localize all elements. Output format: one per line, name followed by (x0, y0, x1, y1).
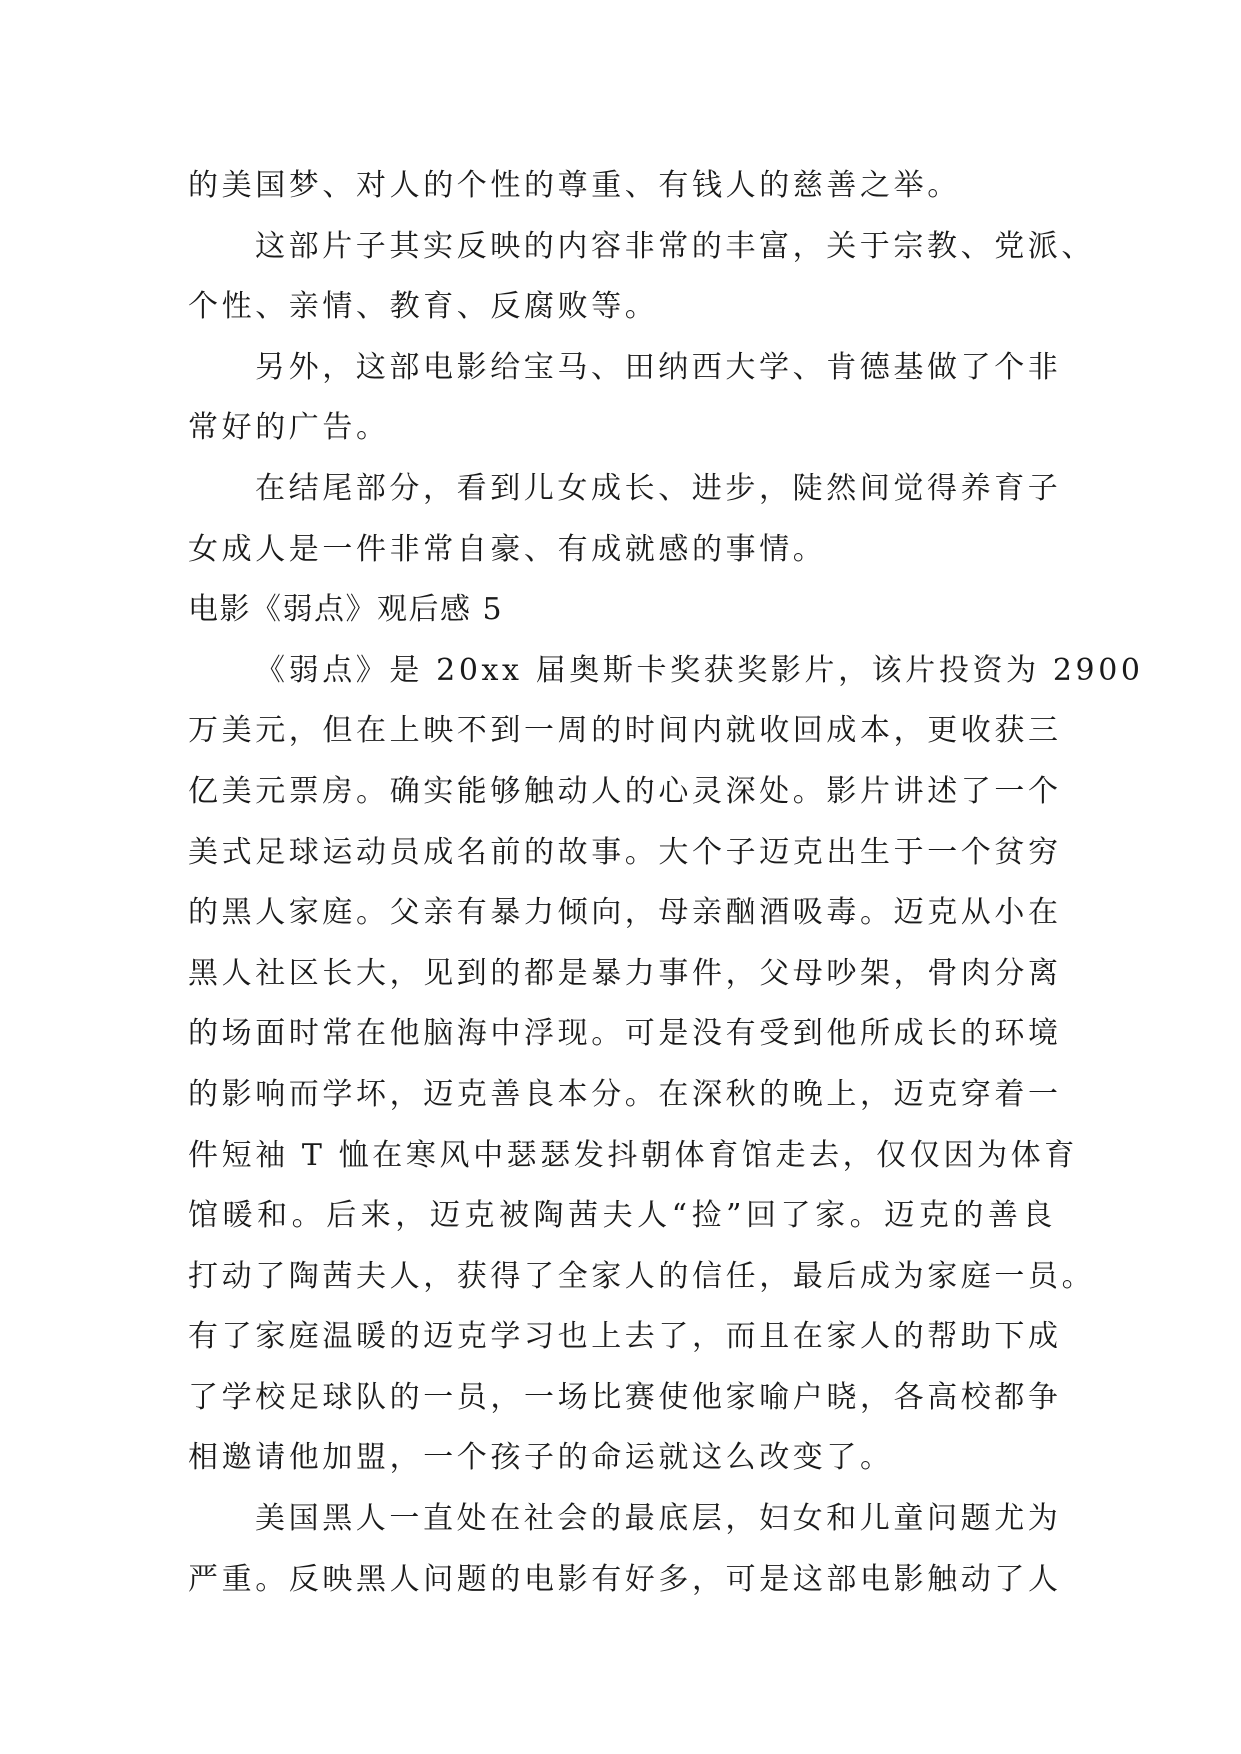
paragraph-line: 有了家庭温暖的迈克学习也上去了，而且在家人的帮助下成 (188, 1319, 1062, 1355)
paragraph-line: 的影响而学坏，迈克善良本分。在深秋的晚上，迈克穿着一 (188, 1076, 1062, 1112)
paragraph-line: 了学校足球队的一员，一场比赛使他家喻户晓，各高校都争 (188, 1379, 1062, 1415)
paragraph-line: 馆暖和。后来，迈克被陶茜夫人“捡”回了家。迈克的善良 (188, 1198, 1056, 1234)
paragraph-line: 严重。反映黑人问题的电影有好多，可是这部电影触动了人 (188, 1561, 1062, 1597)
paragraph-line: 女成人是一件非常自豪、有成就感的事情。 (188, 531, 827, 567)
paragraph-line: 黑人社区长大，见到的都是暴力事件，父母吵架，骨肉分离 (188, 955, 1062, 991)
paragraph-line: 件短袖 T 恤在寒风中瑟瑟发抖朝体育馆走去，仅仅因为体育 (188, 1137, 1078, 1173)
paragraph-line: 这部片子其实反映的内容非常的丰富，关于宗教、党派、 (255, 228, 1095, 264)
paragraph-line: 相邀请他加盟，一个孩子的命运就这么改变了。 (188, 1440, 894, 1476)
section-heading: 电影《弱点》观后感 5 (188, 592, 504, 628)
paragraph-line: 常好的广告。 (188, 410, 390, 446)
paragraph-line: 打动了陶茜夫人，获得了全家人的信任，最后成为家庭一员。 (188, 1258, 1096, 1294)
paragraph-line: 美国黑人一直处在社会的最底层，妇女和儿童问题尤为 (255, 1501, 1062, 1537)
document-body (188, 156, 1144, 1610)
paragraph-line: 的美国梦、对人的个性的尊重、有钱人的慈善之举。 (188, 168, 961, 203)
paragraph-line: 的黑人家庭。父亲有暴力倾向，母亲酗酒吸毒。迈克从小在 (188, 895, 1062, 931)
paragraph-line: 美式足球运动员成名前的故事。大个子迈克出生于一个贫穷 (188, 834, 1062, 870)
paragraph-line: 另外，这部电影给宝马、田纳西大学、肯德基做了个非 (255, 349, 1062, 385)
paragraph-line: 《弱点》是 20xx 届奥斯卡奖获奖影片，该片投资为 2900 (255, 652, 1144, 688)
paragraph-line: 的场面时常在他脑海中浮现。可是没有受到他所成长的环境 (188, 1016, 1062, 1052)
paragraph-line: 个性、亲情、教育、反腐败等。 (188, 289, 659, 325)
paragraph-line: 万美元，但在上映不到一周的时间内就收回成本，更收获三 (188, 713, 1062, 749)
paragraph-line: 在结尾部分，看到儿女成长、进步，陡然间觉得养育子 (255, 470, 1062, 506)
paragraph-line: 亿美元票房。确实能够触动人的心灵深处。影片讲述了一个 (188, 773, 1062, 809)
